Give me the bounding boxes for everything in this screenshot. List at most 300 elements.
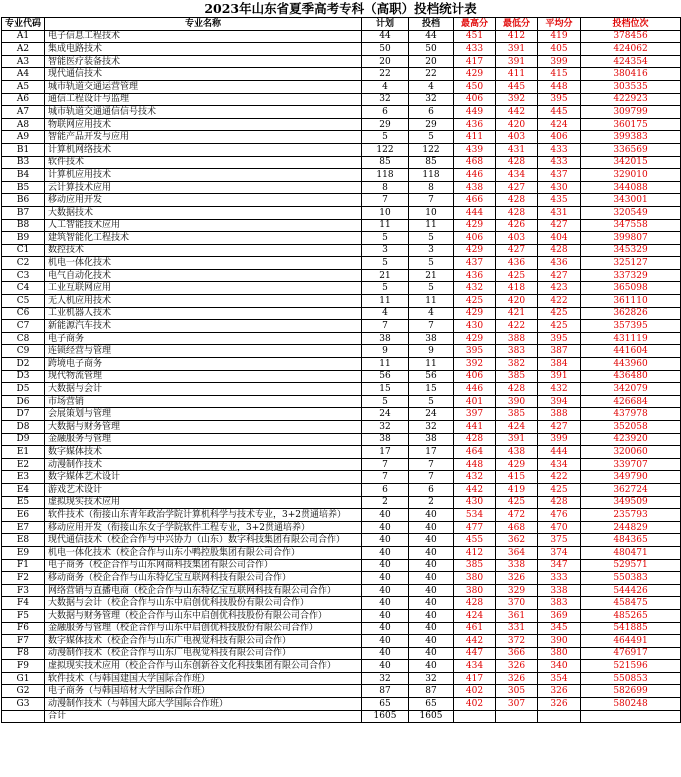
cell-name: 现代通信技术 xyxy=(45,68,362,81)
cell-code: D2 xyxy=(2,358,45,371)
cell-min: 434 xyxy=(496,169,538,182)
cell-name: 网络营销与直播电商（校企合作与山东特亿宝互联网科技有限公司合作） xyxy=(45,584,362,597)
cell-avg: 427 xyxy=(538,421,581,434)
cell-min: 419 xyxy=(496,483,538,496)
cell-name: 市场营销 xyxy=(45,395,362,408)
cell-max: 402 xyxy=(454,698,496,711)
header-avg: 平均分 xyxy=(538,18,581,31)
cell-min: 338 xyxy=(496,559,538,572)
cell-max: 464 xyxy=(454,446,496,459)
table-row xyxy=(2,156,681,169)
header-code: 专业代码 xyxy=(2,18,45,31)
cell-avg: 433 xyxy=(538,143,581,156)
cell-code: F6 xyxy=(2,622,45,635)
cell-admitted: 40 xyxy=(409,609,454,622)
cell-code: C5 xyxy=(2,295,45,308)
cell-rank: 399807 xyxy=(581,232,681,245)
cell-admitted: 65 xyxy=(409,698,454,711)
cell-admitted: 40 xyxy=(409,509,454,522)
cell-max: 477 xyxy=(454,521,496,534)
cell-rank: 235793 xyxy=(581,509,681,522)
cell-admitted: 11 xyxy=(409,295,454,308)
cell-admitted: 17 xyxy=(409,446,454,459)
table-row xyxy=(2,232,681,245)
cell-admitted: 40 xyxy=(409,660,454,673)
cell-code: A3 xyxy=(2,55,45,68)
cell-avg: 399 xyxy=(538,433,581,446)
cell-name: 物联网应用技术 xyxy=(45,118,362,131)
cell-rank: 342079 xyxy=(581,383,681,396)
cell-max: 406 xyxy=(454,370,496,383)
cell-name: 电子商务 xyxy=(45,332,362,345)
cell-avg: 432 xyxy=(538,383,581,396)
cell-rank: 352058 xyxy=(581,421,681,434)
admission-table xyxy=(1,17,681,723)
cell-admitted: 10 xyxy=(409,206,454,219)
total-code-cell xyxy=(2,710,45,723)
table-row xyxy=(2,471,681,484)
cell-min: 383 xyxy=(496,345,538,358)
table-row xyxy=(2,672,681,685)
table-row xyxy=(2,521,681,534)
table-row xyxy=(2,282,681,295)
table-row xyxy=(2,635,681,648)
cell-admitted: 11 xyxy=(409,358,454,371)
table-row xyxy=(2,509,681,522)
cell-max: 401 xyxy=(454,395,496,408)
cell-name: 现代通信技术（校企合作与中兴协力（山东）数字科技集团有限公司合作） xyxy=(45,534,362,547)
table-row xyxy=(2,80,681,93)
cell-code: G3 xyxy=(2,698,45,711)
cell-max: 395 xyxy=(454,345,496,358)
cell-admitted: 21 xyxy=(409,269,454,282)
cell-admitted: 5 xyxy=(409,395,454,408)
cell-min: 429 xyxy=(496,458,538,471)
cell-plan: 5 xyxy=(362,232,409,245)
cell-max: 466 xyxy=(454,194,496,207)
cell-max: 468 xyxy=(454,156,496,169)
cell-code: B3 xyxy=(2,156,45,169)
cell-max: 425 xyxy=(454,295,496,308)
cell-code: A9 xyxy=(2,131,45,144)
table-row xyxy=(2,609,681,622)
cell-avg: 394 xyxy=(538,395,581,408)
cell-code: E3 xyxy=(2,471,45,484)
cell-name: 大数据技术 xyxy=(45,206,362,219)
header-max: 最高分 xyxy=(454,18,496,31)
cell-rank: 336569 xyxy=(581,143,681,156)
cell-name: 工业机器人技术 xyxy=(45,307,362,320)
page-title: 2023年山东省夏季高考专科（高职）投档统计表 xyxy=(204,1,477,16)
cell-name: 数字媒体技术（校企合作与山东广电视觉科技有限公司合作） xyxy=(45,635,362,648)
cell-min: 305 xyxy=(496,685,538,698)
cell-rank: 339707 xyxy=(581,458,681,471)
cell-min: 329 xyxy=(496,584,538,597)
cell-code: B5 xyxy=(2,181,45,194)
cell-avg: 387 xyxy=(538,345,581,358)
cell-plan: 15 xyxy=(362,383,409,396)
cell-min: 326 xyxy=(496,672,538,685)
cell-avg: 395 xyxy=(538,332,581,345)
cell-rank: 437978 xyxy=(581,408,681,421)
cell-avg: 431 xyxy=(538,206,581,219)
cell-plan: 40 xyxy=(362,572,409,585)
cell-rank: 423920 xyxy=(581,433,681,446)
header-admitted: 投档 xyxy=(409,18,454,31)
cell-plan: 6 xyxy=(362,483,409,496)
cell-min: 326 xyxy=(496,572,538,585)
cell-admitted: 32 xyxy=(409,93,454,106)
cell-avg: 436 xyxy=(538,257,581,270)
cell-name: 大数据与财务管理 xyxy=(45,421,362,434)
cell-rank: 365098 xyxy=(581,282,681,295)
cell-code: A2 xyxy=(2,43,45,56)
cell-rank: 349790 xyxy=(581,471,681,484)
cell-rank: 426684 xyxy=(581,395,681,408)
cell-plan: 40 xyxy=(362,509,409,522)
cell-rank: 349509 xyxy=(581,496,681,509)
cell-min: 412 xyxy=(496,30,538,43)
cell-avg: 404 xyxy=(538,232,581,245)
cell-admitted: 50 xyxy=(409,43,454,56)
cell-admitted: 11 xyxy=(409,219,454,232)
cell-plan: 2 xyxy=(362,496,409,509)
table-row xyxy=(2,496,681,509)
cell-name: 软件技术（衔接山东青年政治学院计算机科学与技术专业，3+2贯通培养） xyxy=(45,509,362,522)
cell-admitted: 38 xyxy=(409,433,454,446)
cell-avg: 425 xyxy=(538,307,581,320)
table-row xyxy=(2,698,681,711)
cell-max: 438 xyxy=(454,181,496,194)
cell-admitted: 8 xyxy=(409,181,454,194)
cell-code: C6 xyxy=(2,307,45,320)
cell-avg: 423 xyxy=(538,282,581,295)
table-row xyxy=(2,433,681,446)
cell-max: 429 xyxy=(454,244,496,257)
cell-rank: 399383 xyxy=(581,131,681,144)
cell-avg: 388 xyxy=(538,408,581,421)
cell-plan: 3 xyxy=(362,244,409,257)
cell-max: 392 xyxy=(454,358,496,371)
cell-code: F8 xyxy=(2,647,45,660)
cell-name: 虚拟现实技术应用（校企合作与山东创新谷文化科技集团有限公司合作） xyxy=(45,660,362,673)
cell-admitted: 40 xyxy=(409,635,454,648)
cell-min: 428 xyxy=(496,383,538,396)
cell-avg: 395 xyxy=(538,93,581,106)
cell-admitted: 44 xyxy=(409,30,454,43)
cell-code: D8 xyxy=(2,421,45,434)
cell-rank: 342015 xyxy=(581,156,681,169)
cell-plan: 5 xyxy=(362,395,409,408)
cell-rank: 362724 xyxy=(581,483,681,496)
cell-plan: 40 xyxy=(362,647,409,660)
cell-code: F2 xyxy=(2,572,45,585)
table-row xyxy=(2,30,681,43)
cell-code: B6 xyxy=(2,194,45,207)
table-row xyxy=(2,244,681,257)
cell-plan: 22 xyxy=(362,68,409,81)
cell-plan: 7 xyxy=(362,471,409,484)
cell-plan: 4 xyxy=(362,80,409,93)
table-row xyxy=(2,458,681,471)
cell-min: 425 xyxy=(496,269,538,282)
cell-avg: 399 xyxy=(538,55,581,68)
cell-max: 442 xyxy=(454,483,496,496)
cell-max: 451 xyxy=(454,30,496,43)
cell-min: 415 xyxy=(496,471,538,484)
table-row xyxy=(2,55,681,68)
cell-min: 382 xyxy=(496,358,538,371)
cell-plan: 40 xyxy=(362,609,409,622)
cell-rank: 337329 xyxy=(581,269,681,282)
cell-max: 450 xyxy=(454,80,496,93)
cell-code: D3 xyxy=(2,370,45,383)
cell-avg: 383 xyxy=(538,597,581,610)
cell-avg: 347 xyxy=(538,559,581,572)
cell-admitted: 118 xyxy=(409,169,454,182)
cell-max: 461 xyxy=(454,622,496,635)
cell-max: 448 xyxy=(454,458,496,471)
cell-rank: 582699 xyxy=(581,685,681,698)
cell-admitted: 40 xyxy=(409,534,454,547)
cell-min: 392 xyxy=(496,93,538,106)
cell-code: D5 xyxy=(2,383,45,396)
cell-code: C7 xyxy=(2,320,45,333)
cell-avg: 375 xyxy=(538,534,581,547)
cell-max: 411 xyxy=(454,131,496,144)
cell-rank: 443960 xyxy=(581,358,681,371)
cell-avg: 326 xyxy=(538,698,581,711)
cell-min: 391 xyxy=(496,55,538,68)
cell-code: A4 xyxy=(2,68,45,81)
cell-max: 429 xyxy=(454,332,496,345)
cell-min: 436 xyxy=(496,257,538,270)
cell-plan: 6 xyxy=(362,106,409,119)
cell-max: 446 xyxy=(454,169,496,182)
cell-min: 307 xyxy=(496,698,538,711)
cell-max: 534 xyxy=(454,509,496,522)
cell-rank: 344088 xyxy=(581,181,681,194)
cell-code: F7 xyxy=(2,635,45,648)
cell-avg: 433 xyxy=(538,156,581,169)
cell-admitted: 7 xyxy=(409,471,454,484)
header-min: 最低分 xyxy=(496,18,538,31)
cell-min: 421 xyxy=(496,307,538,320)
cell-rank: 345329 xyxy=(581,244,681,257)
cell-name: 大数据与财务管理（校企合作与山东中启创优科技股份有限公司合作） xyxy=(45,609,362,622)
cell-plan: 17 xyxy=(362,446,409,459)
cell-min: 426 xyxy=(496,219,538,232)
cell-rank: 309799 xyxy=(581,106,681,119)
cell-rank: 550853 xyxy=(581,672,681,685)
cell-max: 434 xyxy=(454,660,496,673)
cell-plan: 32 xyxy=(362,421,409,434)
cell-admitted: 5 xyxy=(409,282,454,295)
cell-max: 380 xyxy=(454,584,496,597)
cell-admitted: 38 xyxy=(409,332,454,345)
cell-avg: 435 xyxy=(538,194,581,207)
cell-name: 跨境电子商务 xyxy=(45,358,362,371)
cell-code: C4 xyxy=(2,282,45,295)
cell-plan: 5 xyxy=(362,257,409,270)
cell-avg: 445 xyxy=(538,106,581,119)
table-row xyxy=(2,395,681,408)
cell-admitted: 4 xyxy=(409,307,454,320)
cell-admitted: 7 xyxy=(409,458,454,471)
cell-plan: 29 xyxy=(362,118,409,131)
cell-name: 移动应用开发 xyxy=(45,194,362,207)
table-row xyxy=(2,269,681,282)
cell-name: 电子商务（校企合作与山东网商科技集团有限公司合作） xyxy=(45,559,362,572)
cell-code: D7 xyxy=(2,408,45,421)
cell-code: A7 xyxy=(2,106,45,119)
cell-code: E7 xyxy=(2,521,45,534)
table-row xyxy=(2,660,681,673)
cell-plan: 38 xyxy=(362,433,409,446)
table-row xyxy=(2,546,681,559)
cell-min: 411 xyxy=(496,68,538,81)
cell-min: 428 xyxy=(496,194,538,207)
cell-rank: 431119 xyxy=(581,332,681,345)
cell-rank: 544426 xyxy=(581,584,681,597)
cell-min: 468 xyxy=(496,521,538,534)
cell-max: 449 xyxy=(454,106,496,119)
cell-admitted: 5 xyxy=(409,131,454,144)
table-row xyxy=(2,181,681,194)
cell-avg: 391 xyxy=(538,370,581,383)
total-empty-max xyxy=(454,710,496,723)
cell-plan: 40 xyxy=(362,635,409,648)
cell-admitted: 87 xyxy=(409,685,454,698)
cell-code: B7 xyxy=(2,206,45,219)
cell-admitted: 4 xyxy=(409,80,454,93)
cell-name: 云计算技术应用 xyxy=(45,181,362,194)
cell-code: C8 xyxy=(2,332,45,345)
cell-plan: 40 xyxy=(362,597,409,610)
cell-plan: 4 xyxy=(362,307,409,320)
cell-rank: 357395 xyxy=(581,320,681,333)
cell-code: C1 xyxy=(2,244,45,257)
cell-name: 集成电路技术 xyxy=(45,43,362,56)
cell-rank: 424354 xyxy=(581,55,681,68)
cell-max: 417 xyxy=(454,55,496,68)
table-row xyxy=(2,118,681,131)
cell-name: 机电一体化技术 xyxy=(45,257,362,270)
table-row xyxy=(2,685,681,698)
cell-min: 364 xyxy=(496,546,538,559)
table-row xyxy=(2,93,681,106)
cell-code: F3 xyxy=(2,584,45,597)
cell-min: 442 xyxy=(496,106,538,119)
table-row xyxy=(2,408,681,421)
cell-avg: 427 xyxy=(538,219,581,232)
total-label: 合计 xyxy=(45,710,362,723)
table-row xyxy=(2,143,681,156)
table-row xyxy=(2,106,681,119)
cell-code: E6 xyxy=(2,509,45,522)
cell-avg: 428 xyxy=(538,496,581,509)
cell-plan: 85 xyxy=(362,156,409,169)
cell-admitted: 9 xyxy=(409,345,454,358)
cell-min: 331 xyxy=(496,622,538,635)
cell-name: 游戏艺术设计 xyxy=(45,483,362,496)
cell-max: 437 xyxy=(454,257,496,270)
cell-max: 380 xyxy=(454,572,496,585)
cell-admitted: 56 xyxy=(409,370,454,383)
cell-min: 422 xyxy=(496,320,538,333)
cell-avg: 384 xyxy=(538,358,581,371)
cell-avg: 374 xyxy=(538,546,581,559)
cell-avg: 425 xyxy=(538,483,581,496)
cell-rank: 521596 xyxy=(581,660,681,673)
cell-min: 425 xyxy=(496,496,538,509)
cell-avg: 430 xyxy=(538,181,581,194)
cell-min: 428 xyxy=(496,156,538,169)
table-row xyxy=(2,559,681,572)
cell-min: 420 xyxy=(496,295,538,308)
cell-min: 362 xyxy=(496,534,538,547)
cell-plan: 5 xyxy=(362,131,409,144)
cell-rank: 580248 xyxy=(581,698,681,711)
cell-admitted: 32 xyxy=(409,672,454,685)
cell-rank: 361110 xyxy=(581,295,681,308)
cell-code: E8 xyxy=(2,534,45,547)
cell-plan: 40 xyxy=(362,534,409,547)
cell-avg: 340 xyxy=(538,660,581,673)
cell-max: 439 xyxy=(454,143,496,156)
cell-name: 连锁经营与管理 xyxy=(45,345,362,358)
cell-max: 432 xyxy=(454,282,496,295)
cell-name: 动漫制作技术（校企合作与山东广电视觉科技有限公司合作） xyxy=(45,647,362,660)
table-row xyxy=(2,320,681,333)
table-row xyxy=(2,43,681,56)
cell-plan: 8 xyxy=(362,181,409,194)
cell-code: B4 xyxy=(2,169,45,182)
table-row xyxy=(2,194,681,207)
cell-code: E5 xyxy=(2,496,45,509)
cell-code: C3 xyxy=(2,269,45,282)
cell-rank: 347558 xyxy=(581,219,681,232)
cell-name: 计算机应用技术 xyxy=(45,169,362,182)
cell-avg: 470 xyxy=(538,521,581,534)
cell-name: 工业互联网应用 xyxy=(45,282,362,295)
header-name: 专业名称 xyxy=(45,18,362,31)
cell-avg: 444 xyxy=(538,446,581,459)
cell-rank: 320060 xyxy=(581,446,681,459)
cell-max: 429 xyxy=(454,307,496,320)
cell-min: 445 xyxy=(496,80,538,93)
cell-rank: 441604 xyxy=(581,345,681,358)
cell-rank: 360175 xyxy=(581,118,681,131)
cell-code: F5 xyxy=(2,609,45,622)
table-row xyxy=(2,572,681,585)
cell-admitted: 7 xyxy=(409,320,454,333)
cell-name: 新能源汽车技术 xyxy=(45,320,362,333)
cell-code: E2 xyxy=(2,458,45,471)
cell-admitted: 22 xyxy=(409,68,454,81)
cell-max: 428 xyxy=(454,433,496,446)
cell-name: 建筑智能化工程技术 xyxy=(45,232,362,245)
total-empty-rank xyxy=(581,710,681,723)
cell-min: 420 xyxy=(496,118,538,131)
cell-plan: 40 xyxy=(362,622,409,635)
cell-name: 计算机网络技术 xyxy=(45,143,362,156)
cell-admitted: 40 xyxy=(409,572,454,585)
table-row xyxy=(2,584,681,597)
cell-name: 虚拟现实技术应用 xyxy=(45,496,362,509)
cell-max: 429 xyxy=(454,68,496,81)
cell-avg: 333 xyxy=(538,572,581,585)
